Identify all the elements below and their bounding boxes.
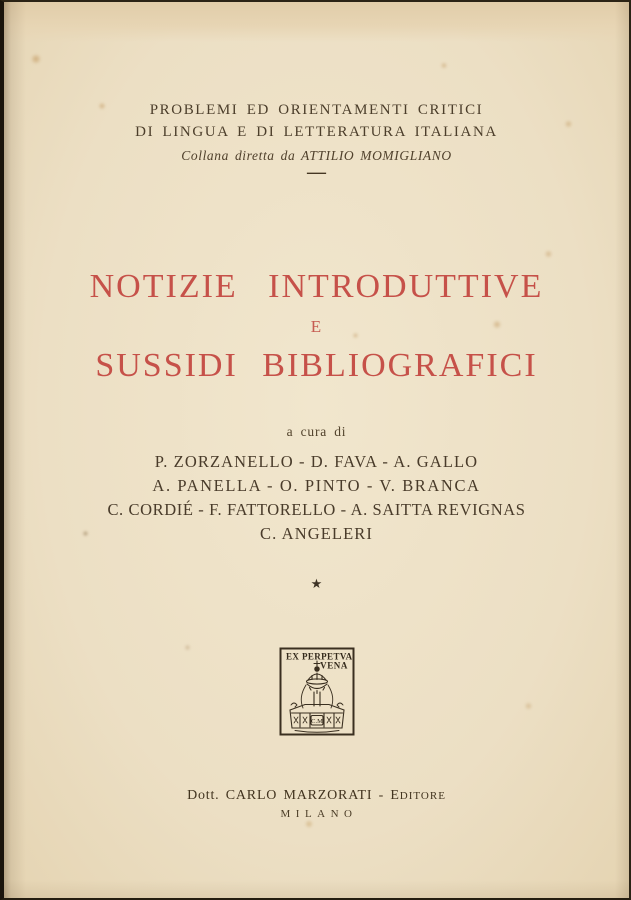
series-divider-dash: —: [307, 162, 326, 183]
publisher-role-smallcaps: DITORE: [399, 790, 446, 802]
emblem-motto-line2: VENA: [319, 660, 348, 671]
book-title-line1: NOTIZIE INTRODUTTIVE: [89, 268, 544, 305]
series-title-line1: PROBLEMI ED ORIENTAMENTI CRITICI: [149, 102, 484, 118]
book-title-line2: SUSSIDI BIBLIOGRAFICI: [95, 347, 538, 384]
star-separator: ★: [310, 576, 323, 591]
publisher-imprint: [4, 788, 629, 804]
publisher-emblem: [278, 646, 356, 743]
foxing-spot: [184, 644, 191, 651]
foxing-spot: [524, 702, 533, 710]
book-title-conjunction: E: [310, 317, 323, 336]
foxing-spot: [30, 54, 42, 64]
publisher-city: MILANO: [280, 808, 358, 820]
series-editor-line: Collana diretta da ATTILIO MOMIGLIANO: [181, 148, 452, 163]
emblem-initials: C.M: [310, 718, 323, 725]
foxing-spot: [440, 62, 448, 69]
curators-intro: a cura di: [286, 424, 347, 439]
curators-line4: C. ANGELERI: [260, 524, 373, 543]
curators-line3: C. CORDIÉ - F. FATTORELLO - A. SAITTA REVIGNAS: [107, 500, 526, 519]
series-title-line2: DI LINGUA E DI LETTERATURA ITALIANA: [135, 124, 498, 140]
foxing-spot: [544, 250, 553, 258]
fountain-emblem-drawing: [278, 646, 356, 738]
emblem-motto-line1: EX PERPETVA: [285, 651, 352, 662]
foxing-spot: [304, 820, 314, 828]
publisher-name: Dott. CARLO MARZORATI - E: [187, 788, 400, 803]
curators-line1: P. ZORZANELLO - D. FAVA - A. GALLO: [154, 452, 479, 471]
curators-line2: A. PANELLA - O. PINTO - V. BRANCA: [152, 476, 481, 495]
